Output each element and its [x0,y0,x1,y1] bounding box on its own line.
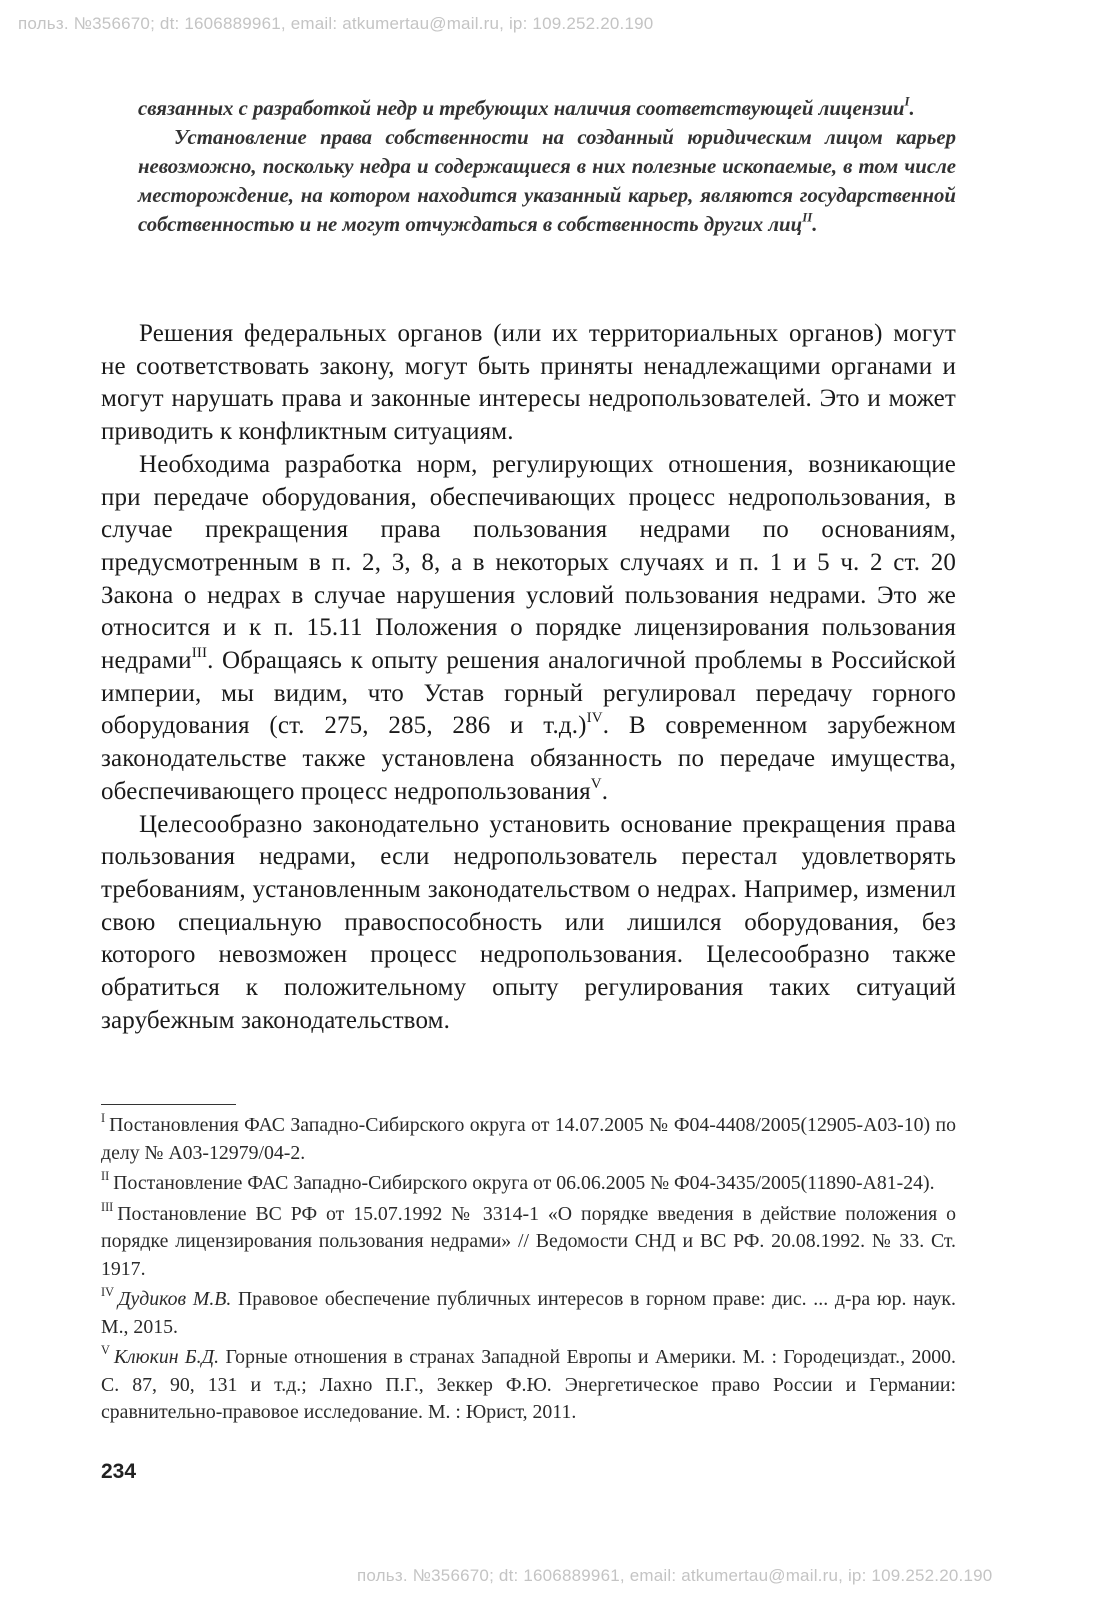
footnote-ref-IV[interactable]: IV [586,710,603,727]
footnote-V: $^V$ Клюкин Б.Д. Горные отношения в странах Западной Европы и Америки. М. : Городециздат., 2000. С. 87, 90, 131 и т.д.; Лахно П.Г., Зеккер Ф.Ю. Энергетическое право России и Германии: сравнительно-правовое исследование. М. : Юрист, 2011. [101,1343,956,1423]
body-paragraph-3: Целесообразно законодательно установить основание прекращения права пользования недрами, если недропользователь перестал удовлетворять требованиям, установленным законодательством о недрах. Например, изменил свою специальную правоспособность или лишился оборудования, без которого невозможен процесс недропользования. Целесообразно также обратиться к положительному опыту регулирования таких ситуаций зарубежным законодательством. [101,810,956,1034]
footnote-ref-V[interactable]: V [590,775,602,792]
footnote-mark: IV [101,1285,114,1300]
footnote-I: $^I$ Постановления ФАС Западно-Сибирского округа от 14.07.2005 № Ф04-4408/2005(12905-А03-10) по делу № А03-12979/04-2. [101,1111,956,1164]
body-paragraph-2: Необходима разработка норм, регулирующих отношения, возникающие при передаче оборудования, обеспечивающих процесс недропользования, в случае прекращения права пользования недрами по основаниям, предусмотренным в п. 2, 3, 8, а в некоторых случаях и п. 1 и 5 ч. 2 ст. 20 Закона о недрах в случае нарушения условий пользования недрами. Это же относится и к п. 15.11 Положения о порядке лицензирования пользования недрами$^{III}$. Обращаясь к опыту решения аналогичной проблемы в Российской империи, мы видим, что Устав горный регулировал передачу горного оборудования (ст. 275, 285, 286 и т.д.)$^{IV}$. В современном зарубежном законодательстве также установлена обязанность по передаче имущества, обеспечивающего процесс недропользования$^V$. [101,450,956,805]
footnote-mark: II [101,1169,110,1184]
footnote-mark: V [101,1343,110,1358]
footnote-mark: III [101,1199,114,1214]
footnote-III: $^{III}$ Постановление ВС РФ от 15.07.1992 № 3314-1 «О порядке введения в действие положения о порядке лицензирования пользования недрами» // Ведомости СНД и ВС РФ. 20.08.1992. № 33. Ст. 1917. [101,1199,956,1280]
footnote-ref-III[interactable]: III [191,644,208,661]
footnote-IV: $^{IV}$ Дудиков М.В. Правовое обеспечение публичных интересов в горном праве: дис. ... д-ра юр. наук. М., 2015. [101,1285,956,1338]
quote-paragraph-1: связанных с разработкой недр и требующих наличия соответствующей лицензии$^I$. [138,94,915,120]
footnote-mark: I [101,1111,106,1126]
footnote-divider [101,1104,236,1105]
footnote-ref-I[interactable]: I [904,94,910,109]
quote-paragraph-2: Установление права собственности на созданный юридическим лицом карьер невозможно, поскольку недра и содержащиеся в них полезные ископаемые, в том числе месторождение, на котором находится указанный карьер, являются государственной собственностью и не могут отчуждаться в собственность других лиц$^{II}$. [138,126,956,236]
body-paragraph-1: Решения федеральных органов (или их территориальных органов) могут не соответствовать закону, могут быть приняты ненадлежащими органами и могут нарушать права и законные интересы недропользователей. Это и может приводить к конфликтным ситуациям. [101,320,956,446]
footnote-author: Клюкин Б.Д. [113,1346,220,1368]
watermark-top: польз. №356670; dt: 1606889961, email: atkumertau@mail.ru, ip: 109.252.20.190 [18,14,654,33]
footnote-ref-II[interactable]: II [802,210,813,225]
footnote-author: Дудиков М.В. [117,1288,232,1310]
footnote-II: $^{II}$ Постановление ФАС Западно-Сибирского округа от 06.06.2005 № Ф04-3435/2005(11890-А81-24). [101,1169,935,1194]
watermark-bottom: польз. №356670; dt: 1606889961, email: atkumertau@mail.ru, ip: 109.252.20.190 [357,1566,993,1585]
footnotes [101,1112,956,1430]
page-number: 234 [101,1460,137,1483]
quote-block [138,94,956,239]
body-text [101,318,956,1037]
